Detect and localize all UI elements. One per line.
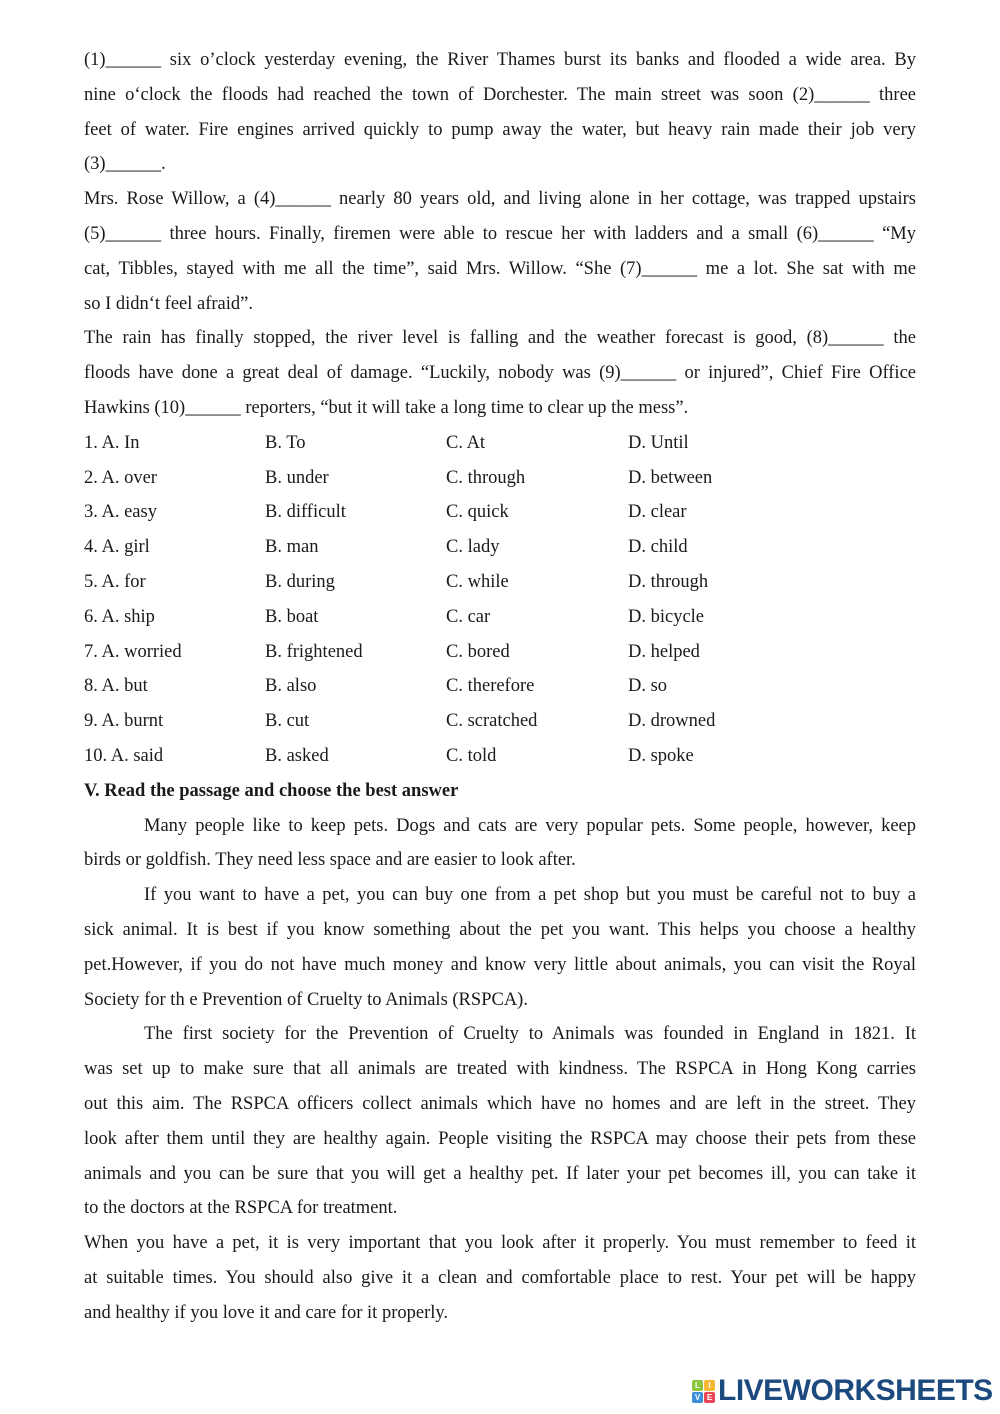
option-n[interactable]: 8. A. but: [84, 676, 148, 697]
text-line: cat, Tibbles, stayed with me all the time”, said Mrs. Willow. “She (7)______ me a lot. She sat with me: [84, 258, 916, 279]
text-line: Mrs. Rose Willow, a (4)______ nearly 80 years old, and living alone in her cottage, was trapped upstairs: [84, 189, 916, 210]
option-n[interactable]: 9. A. burnt: [84, 711, 164, 732]
question-row: [84, 495, 916, 530]
reading-paragraph: [84, 1017, 916, 1226]
text-line: was set up to make sure that all animals are treated with kindness. The RSPCA in Hong Kong carries: [84, 1059, 916, 1080]
reading-paragraph: [84, 1226, 916, 1330]
option-c[interactable]: C. At: [446, 432, 486, 453]
text-line: (5)______ three hours. Finally, firemen were able to rescue her with ladders and a small (6)______ “My: [84, 223, 916, 244]
option-b[interactable]: B. difficult: [265, 502, 346, 523]
text-line: When you have a pet, it is very important that you look after it properly. You must remember to feed it: [84, 1233, 916, 1254]
option-n[interactable]: 7. A. worried: [84, 641, 182, 662]
text-line: floods have done a great deal of damage. “Luckily, nobody was (9)______ or injured”, Chief Fire Office: [84, 363, 916, 384]
option-n[interactable]: 1. A. In: [84, 432, 140, 453]
option-b[interactable]: B. during: [265, 571, 335, 592]
option-n[interactable]: 6. A. ship: [84, 606, 155, 627]
logo-tile: I: [704, 1380, 715, 1391]
option-c[interactable]: C. while: [446, 571, 509, 592]
logo-tile: E: [704, 1392, 715, 1403]
text-line: to the doctors at the RSPCA for treatment.: [84, 1198, 398, 1219]
text-line: The rain has finally stopped, the river level is falling and the weather forecast is good, (8)______ the: [84, 328, 916, 349]
option-b[interactable]: B. cut: [265, 711, 310, 732]
option-n[interactable]: 2. A. over: [84, 467, 157, 488]
text-line: Many people like to keep pets. Dogs and cats are very popular pets. Some people, however, keep: [144, 815, 916, 836]
option-d[interactable]: D. through: [628, 571, 709, 592]
option-b[interactable]: B. man: [265, 537, 319, 558]
option-c[interactable]: C. therefore: [446, 676, 535, 697]
text-line: so I didn‘t feel afraid”.: [84, 293, 253, 314]
reading-paragraph: [84, 809, 916, 879]
question-row: [84, 704, 916, 739]
question-row: [84, 426, 916, 461]
option-n[interactable]: 3. A. easy: [84, 502, 157, 523]
text-line: feet of water. Fire engines arrived quickly to pump away the water, but heavy rain made their job very: [84, 119, 916, 140]
option-c[interactable]: C. quick: [446, 502, 509, 523]
text-line: sick animal. It is best if you know something about the pet you want. This helps you choose a healthy: [84, 919, 916, 940]
option-d[interactable]: D. so: [628, 676, 668, 697]
text-line: out this aim. The RSPCA officers collect animals which have no homes and are left in the street. They: [84, 1093, 916, 1114]
question-row: [84, 739, 916, 774]
option-d[interactable]: D. clear: [628, 502, 687, 523]
logo-text: LIVEWORKSHEETS: [718, 1374, 993, 1407]
reading-paragraph: [84, 878, 916, 1017]
text-line: look after them until they are healthy again. People visiting the RSPCA may choose their pets from these: [84, 1128, 916, 1149]
text-line: Society for th e Prevention of Cruelty to Animals (RSPCA).: [84, 989, 528, 1010]
cloze-paragraph: [84, 182, 916, 321]
text-line: If you want to have a pet, you can buy one from a pet shop but you must be careful not to buy a: [144, 885, 916, 906]
question-row: [84, 635, 916, 670]
question-row: [84, 669, 916, 704]
cloze-paragraph: [84, 43, 916, 182]
option-d[interactable]: D. child: [628, 537, 688, 558]
text-line: (3)______.: [84, 154, 166, 175]
option-c[interactable]: C. bored: [446, 641, 510, 662]
option-d[interactable]: D. Until: [628, 432, 689, 453]
logo-tile: V: [692, 1392, 703, 1403]
option-n[interactable]: 10. A. said: [84, 745, 164, 766]
text-line: at suitable times. You should also give it a clean and comfortable place to rest. Your pet will be happy: [84, 1267, 916, 1288]
text-line: Hawkins (10)______ reporters, “but it will take a long time to clear up the mess”.: [84, 397, 689, 418]
option-n[interactable]: 4. A. girl: [84, 537, 150, 558]
question-row: [84, 600, 916, 635]
option-n[interactable]: 5. A. for: [84, 571, 146, 592]
text-line: and healthy if you love it and care for it properly.: [84, 1302, 449, 1323]
option-b[interactable]: B. boat: [265, 606, 319, 627]
logo-tiles-icon: [692, 1380, 715, 1403]
logo-tile: L: [692, 1380, 703, 1391]
option-b[interactable]: B. To: [265, 432, 306, 453]
option-b[interactable]: B. under: [265, 467, 329, 488]
question-row: [84, 461, 916, 496]
section-heading: V. Read the passage and choose the best answer: [84, 780, 459, 801]
text-line: (1)______ six o’clock yesterday evening, the River Thames burst its banks and flooded a wide area. By: [84, 50, 916, 70]
option-c[interactable]: C. lady: [446, 537, 500, 558]
text-line: nine o‘clock the floods had reached the town of Dorchester. The main street was soon (2)______ three: [84, 84, 916, 105]
option-d[interactable]: D. drowned: [628, 711, 716, 732]
question-row: [84, 530, 916, 565]
option-c[interactable]: C. car: [446, 606, 491, 627]
worksheet-page: [84, 43, 916, 1330]
option-d[interactable]: D. bicycle: [628, 606, 705, 627]
option-c[interactable]: C. scratched: [446, 711, 538, 732]
option-c[interactable]: C. told: [446, 745, 497, 766]
option-c[interactable]: C. through: [446, 467, 526, 488]
text-line: animals and you can be sure that you will get a healthy pet. If later your pet becomes ill, you can take it: [84, 1163, 916, 1184]
option-d[interactable]: D. helped: [628, 641, 700, 662]
option-d[interactable]: D. between: [628, 467, 713, 488]
liveworksheets-logo: [692, 1374, 993, 1408]
option-d[interactable]: D. spoke: [628, 745, 694, 766]
question-row: [84, 565, 916, 600]
cloze-paragraph: [84, 321, 916, 425]
option-b[interactable]: B. frightened: [265, 641, 363, 662]
option-b[interactable]: B. asked: [265, 745, 329, 766]
text-line: The first society for the Prevention of Cruelty to Animals was founded in England in 1821. It: [144, 1024, 916, 1045]
option-b[interactable]: B. also: [265, 676, 317, 697]
text-line: birds or goldfish. They need less space and are easier to look after.: [84, 850, 576, 871]
text-line: pet.However, if you do not have much money and know very little about animals, you can visit the Royal: [84, 954, 916, 975]
